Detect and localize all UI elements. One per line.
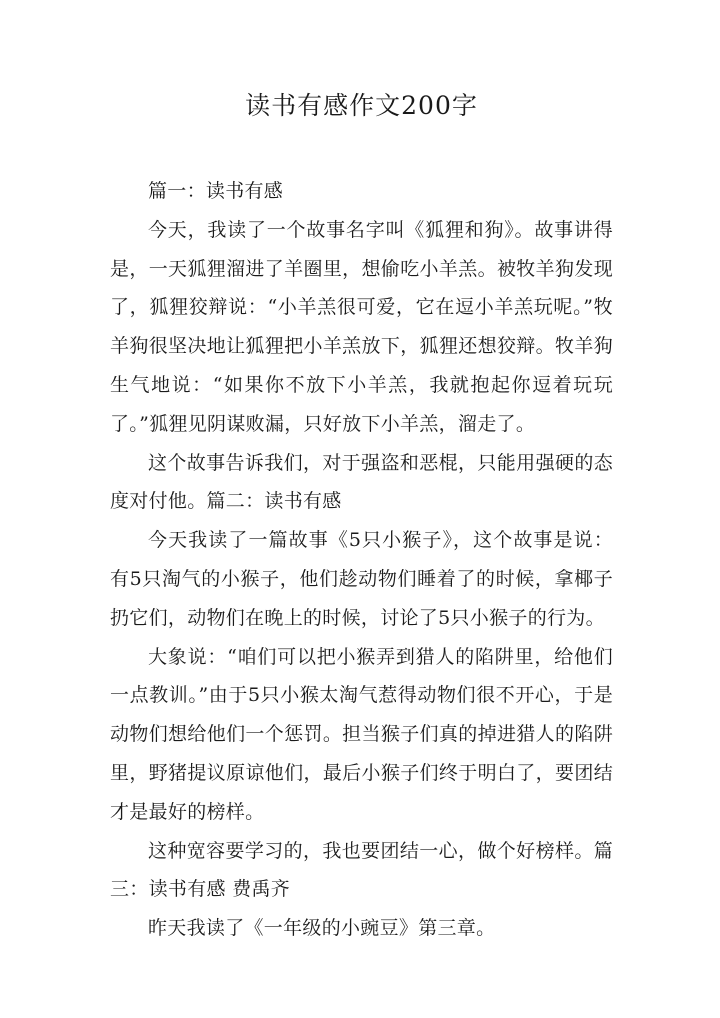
- paragraph-fox-story-moral: 这个故事告诉我们，对于强盗和恶棍，只能用强硬的态度对付他。篇二：读书有感: [110, 451, 613, 513]
- paragraph-fox-and-dog-story: 今天，我读了一个故事名字叫《狐狸和狗》。故事讲得是，一天狐狸溜进了羊圈里，想偷吃小羊羔。被牧羊狗发现了，狐狸狡辩说：“小羊羔很可爱，它在逗小羊羔玩呢。”牧羊狗很坚决地让狐狸把小羊羔放下，狐狸还想狡辩。牧羊狗生气地说：“如果你不放下小羊羔，我就抱起你逗着玩玩了。”狐狸见阴谋败漏，只好放下小羊羔，溜走了。: [110, 218, 613, 435]
- paragraph-five-monkeys-story: 今天我读了一篇故事《5只小猴子》，这个故事是说：有5只淘气的小猴子，他们趁动物们睡着了的时候，拿椰子扔它们，动物们在晚上的时候，讨论了5只小猴子的行为。: [110, 529, 613, 629]
- document-body: [110, 172, 613, 948]
- paragraph-section-one-heading: 篇一：读书有感: [148, 180, 284, 202]
- document-title: 读书有感作文200字: [245, 91, 478, 120]
- paragraph-monkey-story-reflection: 这种宽容要学习的，我也要团结一心，做个好榜样。篇三：读书有感 费禹齐: [110, 839, 613, 901]
- paragraph-elephant-speech: 大象说：“咱们可以把小猴弄到猎人的陷阱里，给他们一点教训。”由于5只小猴太淘气惹得动物们很不开心，于是动物们想给他们一个惩罚。担当猴子们真的掉进猎人的陷阱里，野猪提议原谅他们，最后小猴子们终于明白了，要团结才是最好的榜样。: [110, 645, 613, 823]
- paragraph-pea-book-intro: 昨天我读了《一年级的小豌豆》第三章。: [148, 917, 496, 940]
